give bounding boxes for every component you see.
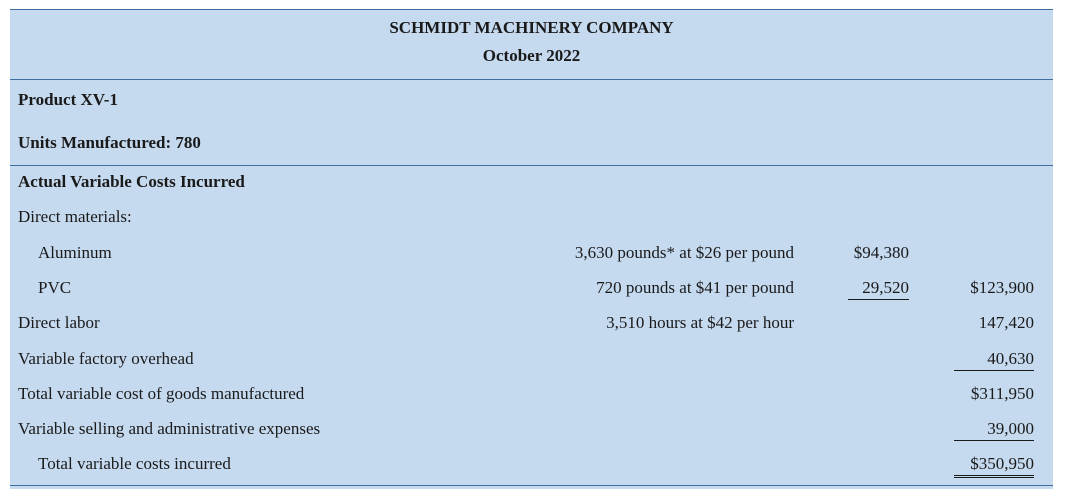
row-total-cogm: $311,950 [970,384,1034,403]
row-amount-aluminum: $94,380 [853,243,909,262]
company-title: SCHMIDT MACHINERY COMPANY [389,18,674,37]
row-detail-pvc: 720 pounds at $41 per pound [596,278,794,297]
row-total-overhead-wrap [954,349,1034,371]
row-label-pvc: PVC [38,278,72,297]
row-total-selling-admin-wrap [954,419,1034,441]
row-label-total-cogm: Total variable cost of goods manufactured [18,384,305,403]
row-label-overhead: Variable factory overhead [18,349,194,368]
row-label-direct-labor: Direct labor [18,313,100,332]
top-rule [10,9,1053,10]
row-label-total-costs: Total variable costs incurred [38,454,231,473]
row-total-costs-wrap [954,454,1034,478]
row-total-costs: $350,950 [954,454,1034,478]
period-subtitle: October 2022 [482,46,581,65]
row-total-direct-labor: 147,420 [978,313,1034,332]
row-total-overhead: 40,630 [954,349,1034,371]
row-amount-pvc: 29,520 [848,278,909,300]
row-label-aluminum: Aluminum [38,243,112,262]
header-divider [10,79,1053,80]
bottom-rule [10,485,1053,486]
product-name: Product XV-1 [18,90,118,109]
row-amount-pvc-wrap [848,278,909,300]
row-label-direct-materials: Direct materials: [18,207,132,226]
units-manufactured: Units Manufactured: 780 [18,133,201,152]
product-divider [10,165,1053,166]
row-total-selling-admin: 39,000 [954,419,1034,441]
row-total-materials: $123,900 [970,278,1034,297]
section-title: Actual Variable Costs Incurred [18,172,245,191]
row-label-selling-admin: Variable selling and administrative expenses [18,419,321,438]
row-detail-direct-labor: 3,510 hours at $42 per hour [606,313,794,332]
row-detail-aluminum: 3,630 pounds* at $26 per pound [574,243,794,262]
